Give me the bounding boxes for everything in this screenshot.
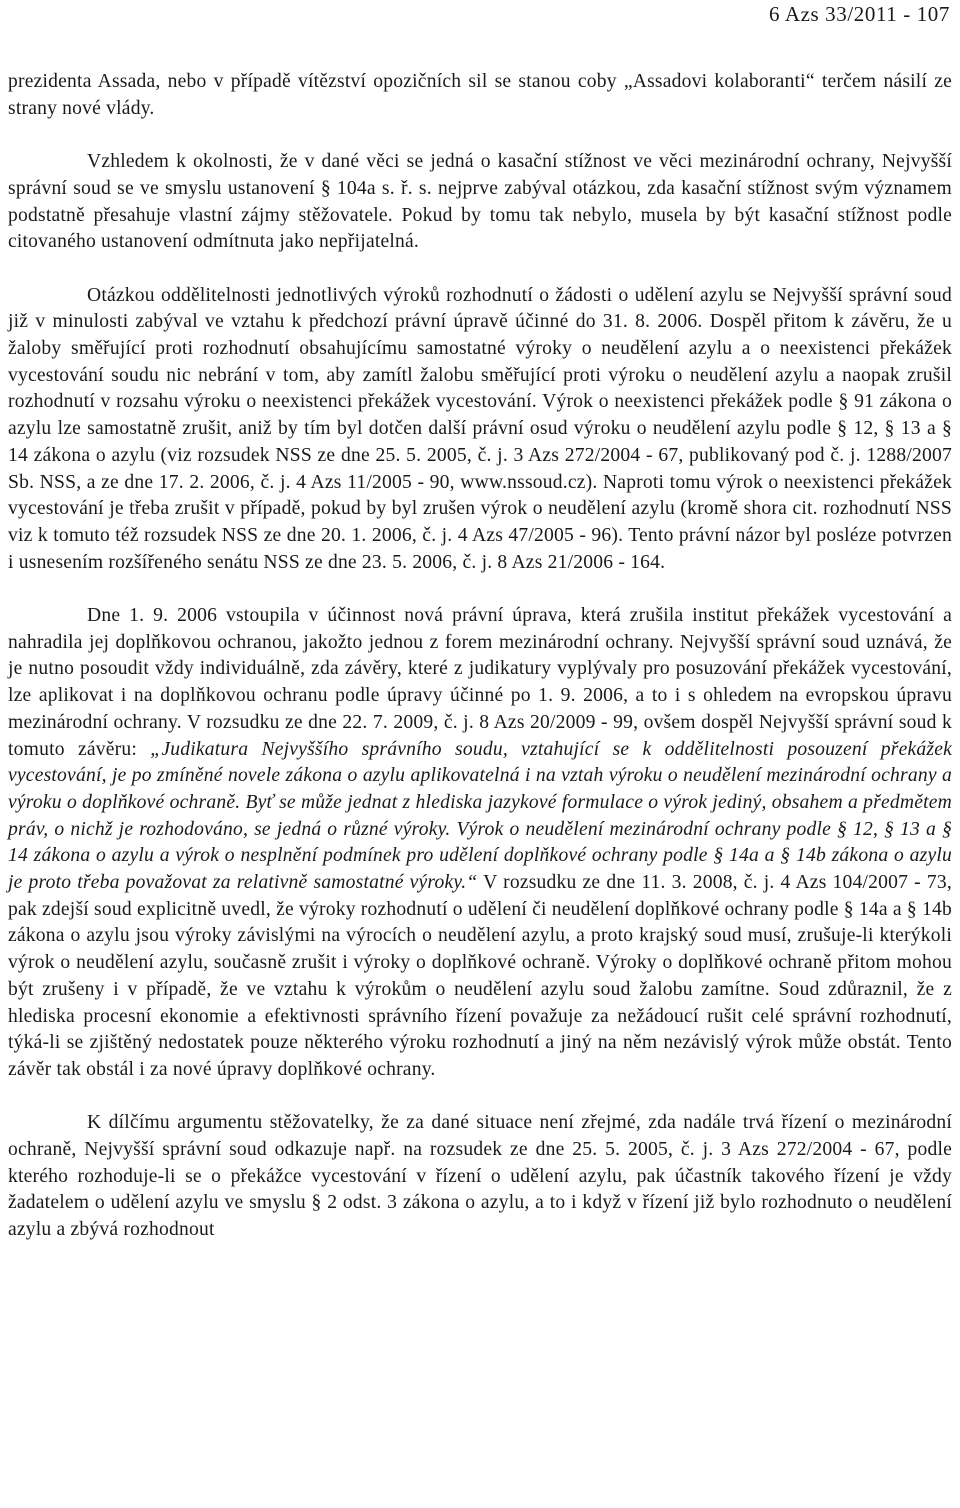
paragraph-4-text-after-quote: V rozsudku ze dne 11. 3. 2008, č. j. 4 Azs 104/2007 - 73, pak zdejší soud explicitně uvedl, že výroky rozhodnutí o udělení či neudělení doplňkové ochrany podle § 14a a § 14b zákona o azylu jsou výroky závislými na výrocích o neudělení azylu, a proto krajský soud musí, zrušuje-li kterýkoli výrok o neudělení azylu, současně zrušit i výroky o doplňkové ochraně. Výroky o doplňkové ochraně přitom mohou být zrušeny i v případě, že ve vztahu k výrokům o neudělení azylu soud žalobu zamítne. Soud zdůraznil, že z hlediska procesní ekonomie a efektivnosti správního řízení považuje za nežádoucí rušit celé správní rozhodnutí, týká-li se zjištěný nedostatek pouze některého výroku rozhodnutí a jiný na něm nezávislý výrok může obstát. Tento závěr tak obstál i za nové úpravy doplňkové ochrany. [8,872,952,1080]
paragraph-4 [8,603,952,1084]
page-number: 6 Azs 33/2011 - 107 [769,2,950,26]
judicial-quote: „Judikatura Nejvyššího správního soudu, vztahující se k oddělitelnosti posouzení překážek vycestování, je po zmíněné novele zákona o azylu aplikovatelná i na vztah výroku o neudělení mezinárodní ochrany a výroku o doplňkové ochraně. Byť se může jednat z hlediska jazykové formulace o výrok jediný, obsahem a předmětem práv, o nichž je rozhodováno, se jedná o různé výroky. Výrok o neudělení mezinárodní ochrany podle § 12, § 13 a § 14 zákona o azylu a výrok o nesplnění podmínek pro udělení doplňkové ochrany podle § 14a a § 14b zákona o azylu je proto třeba považovat za relativně samostatné výroky.“ [8,738,953,894]
document-body [8,69,952,1244]
paragraph-1: prezidenta Assada, nebo v případě vítězství opozičních sil se stanou coby „Assadovi kolaboranti“ terčem násilí ze strany nové vlády. [8,71,952,119]
paragraph-4-text-before-quote: Dne 1. 9. 2006 vstoupila v účinnost nová právní úprava, která zrušila institut překážek vycestování a nahradila jej doplňkovou ochranou, jakožto jednou z forem mezinárodní ochrany. Nejvyšší správní soud uznává, že je nutno posoudit vždy individuálně, zda závěry, které z judikatury vyplývaly pro posuzování překážek vycestování, lze aplikovat i na doplňkovou ochranu podle úpravy účinné po 1. 9. 2006, a to i s ohledem na evropskou úpravu mezinárodní ochrany. V rozsudku ze dne 22. 7. 2009, č. j. 8 Azs 20/2009 - 99, ovšem dospěl Nejvyšší správní soud k tomuto závěru: [8,605,952,760]
paragraph-3: Otázkou oddělitelnosti jednotlivých výroků rozhodnutí o žádosti o udělení azylu se Nejvyšší správní soud již v minulosti zabýval ve vztahu k předchozí právní úpravě účinné do 31. 8. 2006. Dospěl přitom k závěru, že u žaloby směřující proti rozhodnutí obsahujícímu samostatné výroky o neudělení azylu a o neexistenci překážek vycestování soudu nic nebrání v tom, aby zamítl žalobu směřující proti výroku o neudělení azylu a naopak zrušil rozhodnutí v rozsahu výroku o neexistenci překážek vycestování. Výrok o neexistenci překážek podle § 91 zákona o azylu lze samostatně zrušit, aniž by tím byl dotčen další právní osud výroku o neudělení azylu podle § 12, § 13 a § 14 zákona o azylu (viz rozsudek NSS ze dne 25. 5. 2005, č. j. 3 Azs 272/2004 - 67, publikovaný pod č. j. 1288/2007 Sb. NSS, a ze dne 17. 2. 2006, č. j. 4 Azs 11/2005 - 90, www.nssoud.cz). Naproti tomu výrok o neexistenci překážek vycestování je třeba zrušit v případě, pokud by byl zrušen výrok o neudělení azylu (kromě shora cit. rozhodnutí NSS viz k tomuto též rozsudek NSS ze dne 20. 1. 2006, č. j. 4 Azs 47/2005 - 96). Tento právní názor byl posléze potvrzen i usnesením rozšířeného senátu NSS ze dne 23. 5. 2006, č. j. 8 Azs 21/2006 - 164. [8,284,952,573]
paragraph-2: Vzhledem k okolnosti, že v dané věci se jedná o kasační stížnost ve věci mezinárodní ochrany, Nejvyšší správní soud se ve smyslu ustanovení § 104a s. ř. s. nejprve zabýval otázkou, zda kasační stížnost svým významem podstatně přesahuje vlastní zájmy stěžovatele. Pokud by tomu tak nebylo, musela by být kasační stížnost podle citovaného ustanovení odmítnuta jako nepřijatelná. [8,151,952,253]
paragraph-5: K dílčímu argumentu stěžovatelky, že za dané situace není zřejmé, zda nadále trvá řízení o mezinárodní ochraně, Nejvyšší správní soud odkazuje např. na rozsudek ze dne 25. 5. 2005, č. j. 3 Azs 272/2004 - 67, podle kterého rozhoduje-li se o překážce vycestování v řízení o udělení azylu, pak účastník takového řízení je vždy žadatelem o udělení azylu ve smyslu § 2 odst. 3 zákona o azylu, a to i když v řízení již bylo rozhodnuto o neudělení azylu a zbývá rozhodnout [8,1112,952,1241]
